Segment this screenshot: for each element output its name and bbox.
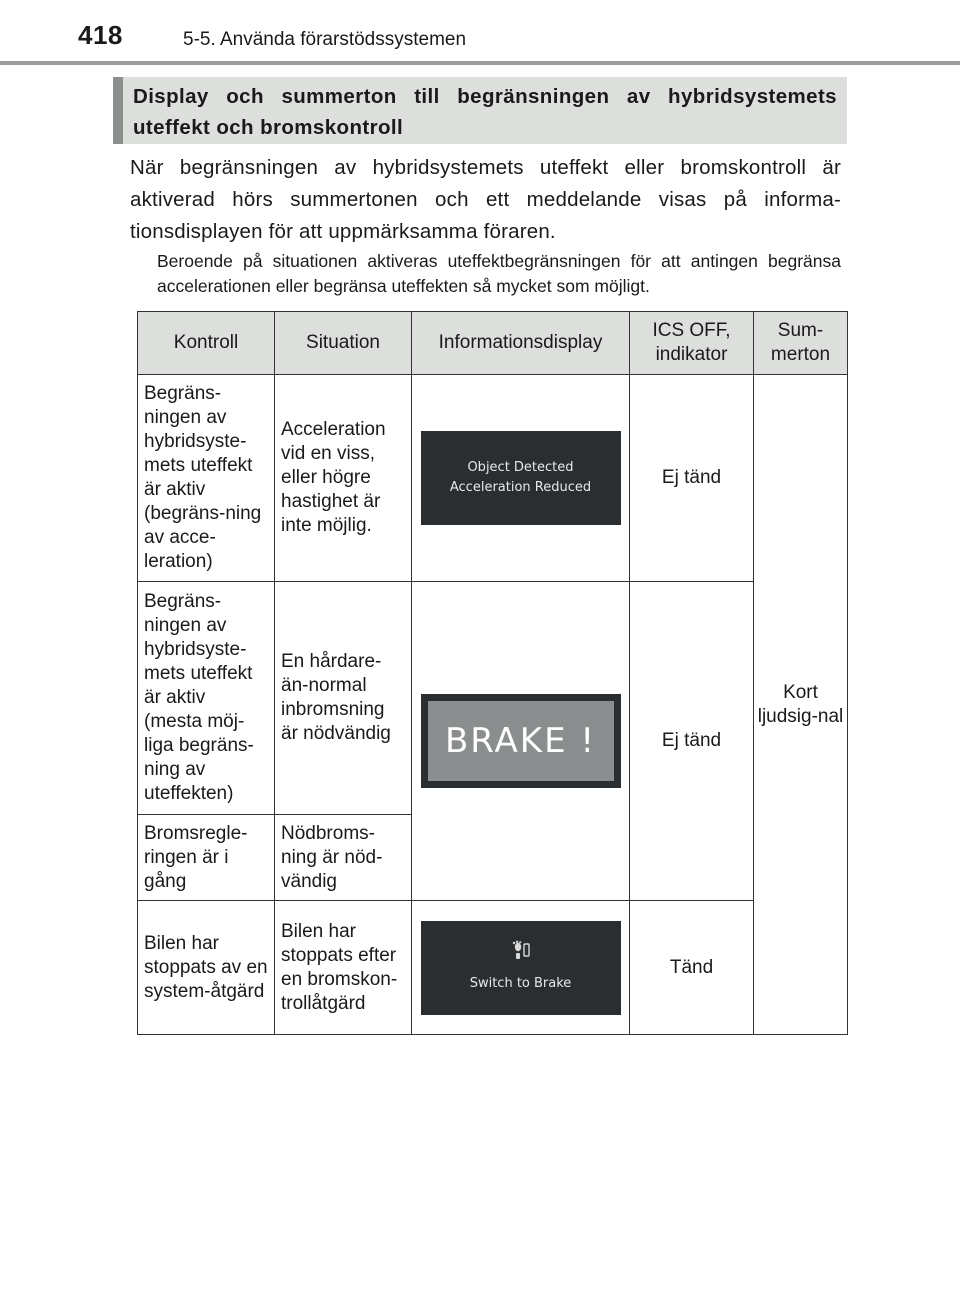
- header-indicator: ICS OFF, indikator: [630, 312, 754, 375]
- table-row: [138, 901, 848, 1035]
- header-display: Informationsdisplay: [412, 312, 630, 375]
- note-paragraph: Beroende på situationen aktiveras uteffektbegränsningen för att antingen begränsa accelerationen eller begränsa uteffekten så mycket som möjligt.: [157, 251, 841, 296]
- display-object-detected: [421, 431, 621, 525]
- cell-situation: Acceleration vid en viss, eller högre hastighet är inte möjlig.: [275, 375, 412, 582]
- section-title: Display och summerton till begränsningen av hybridsystemets uteffekt och bromskontroll: [113, 77, 847, 144]
- foot-on-brake-icon: [510, 940, 532, 962]
- intro-paragraph: När begränsningen av hybridsystemets uteffekt eller bromskontroll är aktiverad hörs summertonen och ett meddelande visas på informa-tionsdisplayen för att uppmärksamma föraren.: [130, 156, 841, 243]
- display-switch-to-brake: [421, 921, 621, 1015]
- cell-display: [412, 901, 630, 1035]
- header-buzzer: Sum-merton: [754, 312, 848, 375]
- table-row: [138, 375, 848, 582]
- header-rule: [0, 61, 960, 65]
- cell-indicator: Ej tänd: [630, 375, 754, 582]
- cell-kontroll: Begräns-ningen av hybridsyste-mets uteffekt är aktiv (mesta möj-liga begräns-ning av uteffekten): [138, 582, 275, 815]
- running-head: 5-5. Använda förarstödssystemen: [183, 29, 467, 50]
- table-row: [138, 582, 848, 815]
- table-header-row: [138, 312, 848, 375]
- cell-situation: Bilen har stoppats efter en bromskon-trollåtgärd: [275, 901, 412, 1035]
- display-line-2: Acceleration Reduced: [449, 480, 592, 495]
- cell-display: [412, 582, 630, 901]
- display-switch-text: Switch to Brake: [469, 975, 572, 991]
- cell-indicator: Ej tänd: [630, 582, 754, 901]
- control-table: [137, 311, 848, 1035]
- cell-kontroll: Bilen har stoppats av en system-åtgärd: [138, 901, 275, 1035]
- page-number: 418: [78, 20, 123, 50]
- header-kontroll: Kontroll: [138, 312, 275, 375]
- display-brake: [421, 694, 621, 788]
- cell-kontroll: Bromsregle-ringen är i gång: [138, 815, 275, 901]
- cell-situation: En hårdare-än-normal inbromsning är nödvändig: [275, 582, 412, 815]
- brake-text: BRAKE !: [428, 701, 614, 781]
- display-line-1: Object Detected: [467, 460, 574, 475]
- cell-indicator: Tänd: [630, 901, 754, 1035]
- header-situation: Situation: [275, 312, 412, 375]
- cell-buzzer: Kort ljudsig-nal: [754, 375, 848, 1035]
- cell-kontroll: Begräns-ningen av hybridsyste-mets uteffekt är aktiv (begräns-ning av acce-leration): [138, 375, 275, 582]
- cell-situation: Nödbroms-ning är nöd-vändig: [275, 815, 412, 901]
- cell-display: [412, 375, 630, 582]
